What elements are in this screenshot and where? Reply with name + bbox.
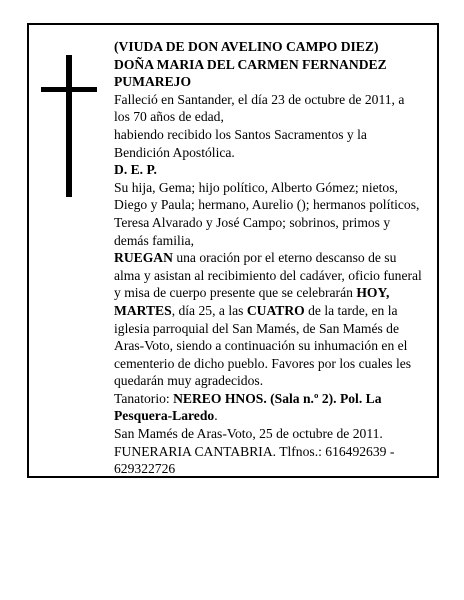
day-martes: MARTES <box>114 302 172 318</box>
request-paragraph <box>114 249 422 390</box>
cross-icon-arm <box>41 87 97 92</box>
time-cuatro: CUATRO <box>246 302 305 318</box>
obituary-text <box>114 38 422 478</box>
request-text-3: de la tarde, en la iglesia parroquial del San Mamés, de San Mamés de Aras-Voto, siendo a continuación su inhumación en el cementerio de dicho pueblo. Favores por los cuales les quedarán muy agradecidos. <box>114 302 412 389</box>
obituary-notice <box>27 23 439 478</box>
tanatorio-end: . <box>214 408 218 424</box>
day-hoy: HOY <box>356 285 387 301</box>
cross-icon <box>66 55 72 197</box>
tanatorio-label: Tanatorio: <box>114 390 174 406</box>
tanatorio-line <box>114 390 422 425</box>
family-list: Su hija, Gema; hijo político, Alberto Gómez; nietos, Diego y Paula; hermano, Aurelio (); hermanos políticos, Teresa Alvarado y José Campo; sobrinos, primos y demás familia, <box>114 179 420 248</box>
day-separator: , <box>386 285 390 301</box>
request-text-2: , día 25, a las <box>171 302 247 318</box>
tanatorio-place: NEREO HNOS. (Sala n.º 2). Pol. La Pesquera-Laredo <box>114 390 382 424</box>
sacraments-line: habiendo recibido los Santos Sacramentos y la Bendición Apostólica. <box>114 126 367 160</box>
death-details: Falleció en Santander, el día 23 de octubre de 2011, a los 70 años de edad, <box>114 91 405 125</box>
ruegan-label: RUEGAN <box>114 250 173 266</box>
widow-line: (VIUDA DE DON AVELINO CAMPO DIEZ) <box>114 39 379 54</box>
deceased-name: DOÑA MARIA DEL CARMEN FERNANDEZ PUMAREJO <box>114 56 387 90</box>
funeraria-line: FUNERARIA CANTABRIA. Tlfnos.: 616492639 - 629322726 <box>114 443 395 477</box>
rip-line: D. E. P. <box>114 162 157 178</box>
request-text-1: una oración por el eterno descanso de su alma y asistan al recibimiento del cadáver, oficio funeral y misa de cuerpo presente que se celebrarán <box>114 250 422 301</box>
date-place-line: San Mamés de Aras-Voto, 25 de octubre de 2011. <box>114 426 383 442</box>
